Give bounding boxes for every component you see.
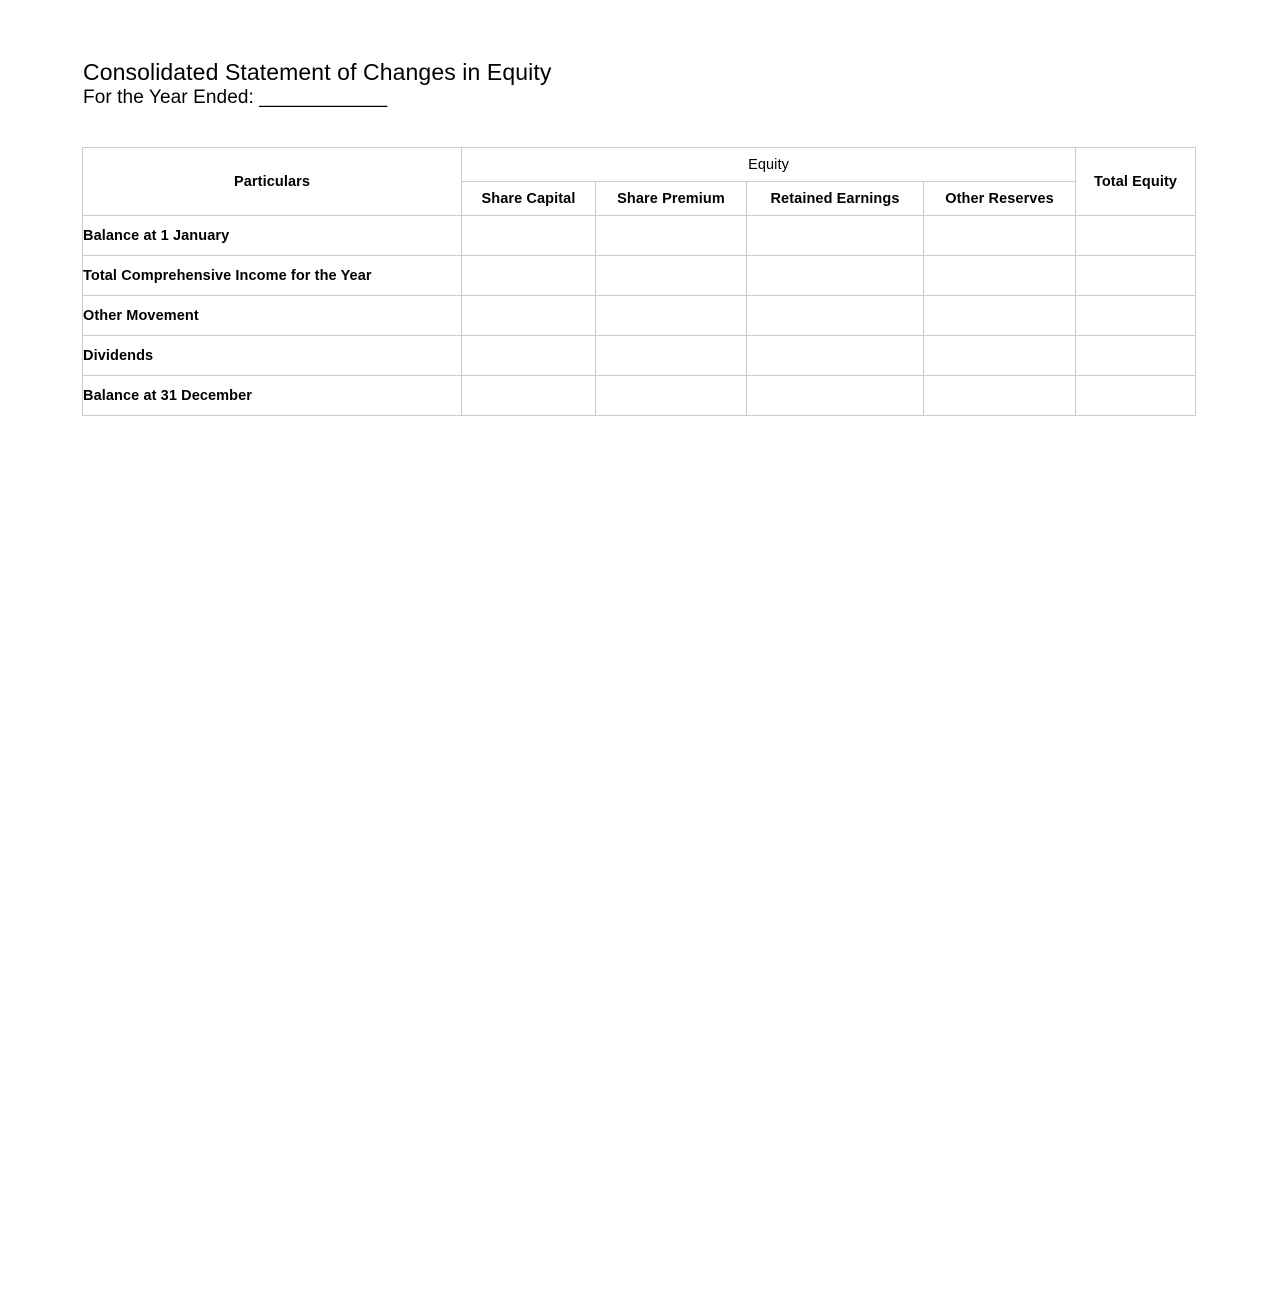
cell-balance-at-1-january-retained-earnings[interactable] xyxy=(747,216,924,256)
page-title: Consolidated Statement of Changes in Equity xyxy=(83,59,552,85)
table-header xyxy=(83,148,1196,216)
cell-balance-at-1-january-share-capital[interactable] xyxy=(462,216,596,256)
cell-other-movement-other-reserves[interactable] xyxy=(924,296,1076,336)
column-header-particulars: Particulars xyxy=(83,148,462,216)
cell-dividends-other-reserves[interactable] xyxy=(924,336,1076,376)
cell-balance-at-31-december-share-capital[interactable] xyxy=(462,376,596,416)
column-group-header-equity: Equity xyxy=(462,148,1076,182)
cell-dividends-total-equity[interactable] xyxy=(1076,336,1196,376)
table-row xyxy=(83,296,1196,336)
cell-total-comprehensive-income-share-premium[interactable] xyxy=(596,256,747,296)
cell-balance-at-31-december-other-reserves[interactable] xyxy=(924,376,1076,416)
table-row xyxy=(83,216,1196,256)
table-row xyxy=(83,376,1196,416)
cell-dividends-share-capital[interactable] xyxy=(462,336,596,376)
cell-dividends-share-premium[interactable] xyxy=(596,336,747,376)
row-label-other-movement: Other Movement xyxy=(83,296,462,336)
row-label-balance-at-31-december: Balance at 31 December xyxy=(83,376,462,416)
table-row xyxy=(83,256,1196,296)
cell-other-movement-share-premium[interactable] xyxy=(596,296,747,336)
changes-in-equity-table xyxy=(82,147,1196,416)
row-label-balance-at-1-january: Balance at 1 January xyxy=(83,216,462,256)
cell-total-comprehensive-income-retained-earnings[interactable] xyxy=(747,256,924,296)
row-label-total-comprehensive-income-for-the-year: Total Comprehensive Income for the Year xyxy=(83,256,462,296)
cell-other-movement-total-equity[interactable] xyxy=(1076,296,1196,336)
page-subtitle-period: For the Year Ended: ____________ xyxy=(83,87,388,108)
cell-balance-at-31-december-share-premium[interactable] xyxy=(596,376,747,416)
column-header-total-equity: Total Equity xyxy=(1076,148,1196,216)
cell-balance-at-1-january-share-premium[interactable] xyxy=(596,216,747,256)
row-label-dividends: Dividends xyxy=(83,336,462,376)
column-header-share-premium: Share Premium xyxy=(596,182,747,216)
column-header-retained-earnings: Retained Earnings xyxy=(747,182,924,216)
table-body xyxy=(83,216,1196,416)
cell-balance-at-31-december-total-equity[interactable] xyxy=(1076,376,1196,416)
cell-total-comprehensive-income-total-equity[interactable] xyxy=(1076,256,1196,296)
cell-other-movement-share-capital[interactable] xyxy=(462,296,596,336)
cell-total-comprehensive-income-other-reserves[interactable] xyxy=(924,256,1076,296)
cell-balance-at-31-december-retained-earnings[interactable] xyxy=(747,376,924,416)
document-heading xyxy=(83,58,1183,110)
cell-total-comprehensive-income-share-capital[interactable] xyxy=(462,256,596,296)
equity-table-container xyxy=(82,147,1195,416)
table-header-row-group xyxy=(83,148,1196,182)
cell-balance-at-1-january-other-reserves[interactable] xyxy=(924,216,1076,256)
table-row xyxy=(83,336,1196,376)
column-header-other-reserves: Other Reserves xyxy=(924,182,1076,216)
column-header-share-capital: Share Capital xyxy=(462,182,596,216)
cell-balance-at-1-january-total-equity[interactable] xyxy=(1076,216,1196,256)
cell-other-movement-retained-earnings[interactable] xyxy=(747,296,924,336)
cell-dividends-retained-earnings[interactable] xyxy=(747,336,924,376)
